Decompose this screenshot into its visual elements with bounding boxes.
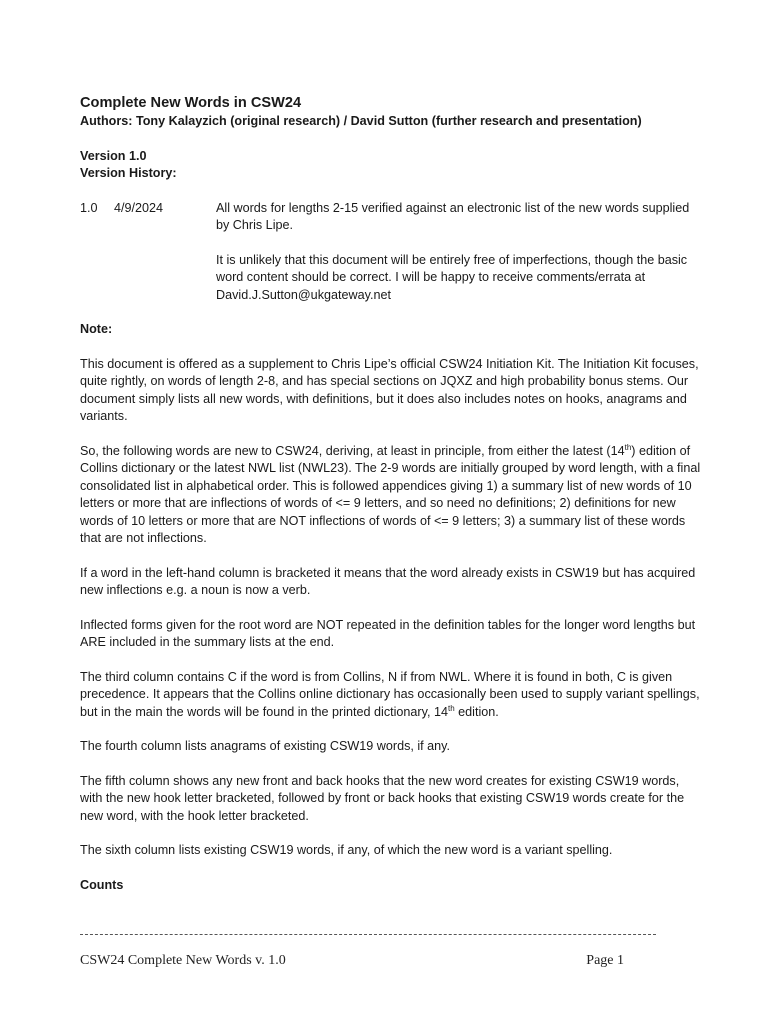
version-history-label: Version History: [80, 166, 177, 180]
paragraph-third-column-part-2: edition. [454, 704, 499, 719]
authors-line: Authors: Tony Kalayzich (original research) / David Sutton (further research and presentation) [80, 114, 642, 128]
ordinal-suffix: th [624, 442, 632, 452]
paragraph-word-sources [80, 443, 704, 548]
history-note-errata: It is unlikely that this document will be entirely free of imperfections, though the basic word content should be correct. I will be happy to receive comments/errata at David.J.Sutton@ukgateway.net [216, 252, 688, 302]
paragraph-bracketed-words: If a word in the left-hand column is bracketed it means that the word already exists in CSW19 but has acquired new inflections e.g. a noun is now a verb. [80, 565, 696, 597]
counts-heading: Counts [80, 877, 124, 892]
paragraph-third-column-part-1: The third column contains C if the word is from Collins, N if from NWL. Where it is found in both, C is given precedence. It appears that the Collins online dictionary has occasionally been used to supply variant spellings, but in the main the words will be found in the printed dictionary, 14 [80, 669, 700, 719]
paragraph-sixth-column: The sixth column lists existing CSW19 words, if any, of which the new word is a variant spelling. [80, 843, 613, 857]
paragraph-word-sources-part-1: So, the following words are new to CSW24, deriving, at least in principle, from either the latest (14 [80, 443, 625, 458]
document-body [80, 94, 704, 911]
history-version: 1.0 [80, 200, 98, 215]
paragraph-inflected-forms: Inflected forms given for the root word are NOT repeated in the definition tables for the longer word lengths but ARE included in the summary lists at the end. [80, 617, 696, 649]
footer-document-label: CSW24 Complete New Words v. 1.0 [80, 953, 286, 968]
note-heading: Note: [80, 322, 113, 336]
footer-divider [80, 934, 656, 935]
history-date: 4/9/2024 [114, 200, 164, 215]
paragraph-supplement: This document is offered as a supplement to Chris Lipe’s official CSW24 Initiation Kit. The Initiation Kit focuses, quite rightly, on words of length 2-8, and has special sections on JQXZ and high probability bonus stems. Our document simply lists all new words, with definitions, but it does also includes notes on hooks, anagrams and variants. [80, 356, 699, 423]
paragraph-fifth-column: The fifth column shows any new front and back hooks that the new word creates for existing CSW19 words, with the new hook letter bracketed, followed by front or back hooks that existing CSW19 words create for the new word, with the hook letter bracketed. [80, 773, 685, 823]
page-footer [80, 953, 624, 969]
document-title: Complete New Words in CSW24 [80, 95, 302, 111]
version-label: Version 1.0 [80, 148, 147, 163]
ordinal-suffix: th [448, 703, 455, 713]
history-notes [216, 200, 704, 305]
footer-page-number: Page 1 [586, 953, 624, 968]
history-note-verification: All words for lengths 2-15 verified against an electronic list of the new words supplied by Chris Lipe. [216, 200, 690, 232]
paragraph-fourth-column: The fourth column lists anagrams of existing CSW19 words, if any. [80, 739, 451, 753]
version-history-entry [80, 200, 704, 305]
paragraph-word-sources-part-2: ) edition of Collins dictionary or the latest NWL list (NWL23). The 2-9 words are initially grouped by word length, with a final consolidated list in alphabetical order. This is followed appendices giving 1) a summary list of new words of 10 letters or more that are inflections of words of <= 9 letters, and so need no definitions; 2) definitions for new words of 10 letters or more that are NOT inflections of words of <= 9 letters; 3) a summary list of these words that are not inflections. [80, 443, 701, 545]
paragraph-third-column [80, 669, 704, 722]
